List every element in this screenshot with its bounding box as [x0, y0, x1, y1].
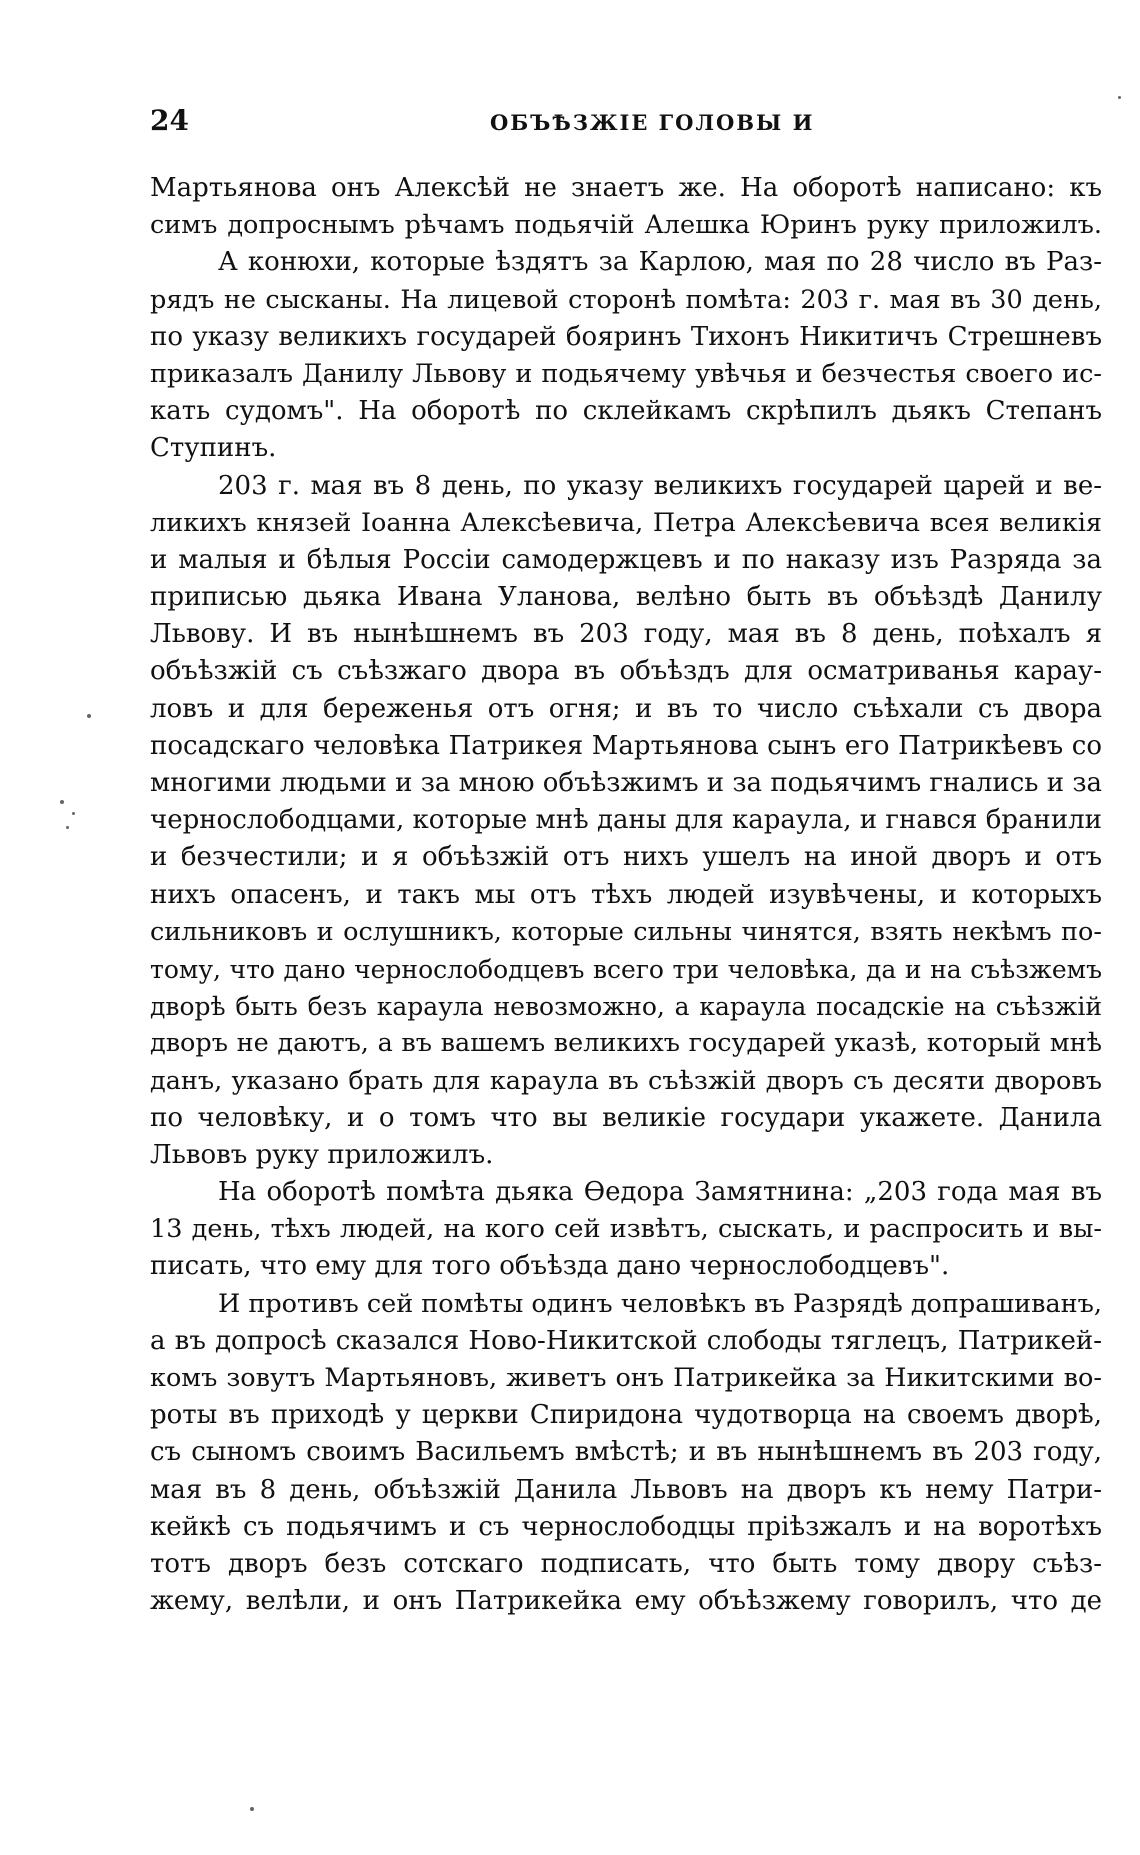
scan-speck	[72, 812, 75, 815]
text-line: А конюхи, которые ѣздятъ за Карлою, мая по 28 число въ Раз-	[218, 247, 1102, 278]
body-text	[150, 170, 1102, 1620]
text-line: по человѣку, и о томъ что вы великіе государи укажете. Данила	[150, 1102, 1102, 1133]
text-line: тотъ дворъ безъ сотскаго подписать, что быть тому двору съѣз-	[150, 1548, 1102, 1579]
text-line: 203 г. мая въ 8 день, по указу великихъ государей царей и ве-	[218, 470, 1102, 501]
text-line: ловъ и для береженья отъ огня; и въ то число съѣхали съ двора	[150, 693, 1102, 724]
text-line: нихъ опасенъ, и такъ мы отъ тѣхъ людей изувѣчены, и которыхъ	[150, 879, 1102, 910]
text-line: Львовъ руку приложилъ.	[150, 1139, 494, 1170]
text-line: чернослободцами, которые мнѣ даны для караула, и гнався бранили	[150, 805, 1102, 836]
text-line: многими людьми и за мною объѣзжимъ и за подьячимъ гнались и за	[150, 768, 1102, 798]
text-line: объѣзжій съ съѣзжаго двора въ объѣздъ для осматриванья карау-	[150, 656, 1102, 687]
text-line: съ сыномъ своимъ Васильемъ вмѣстѣ; и въ нынѣшнемъ въ 203 году,	[150, 1437, 1102, 1468]
text-line: 13 день, тѣхъ людей, на кого сей извѣтъ, сыскать, и распросить и вы-	[150, 1214, 1102, 1245]
text-line: писать, что ему для того объѣзда дано чернослободцевъ".	[150, 1251, 950, 1282]
text-line: жему, велѣли, и онъ Патрикейка ему объѣзжему говорилъ, что де	[150, 1586, 1102, 1617]
text-line: приказалъ Данилу Львову и подьячему увѣчья и безчестья своего ис-	[150, 358, 1102, 389]
text-line: симъ допроснымъ рѣчамъ подьячій Алешка Юринъ руку приложилъ.	[150, 210, 1102, 241]
text-line: кейкѣ съ подьячимъ и съ чернослободцы пріѣзжалъ и на воротѣхъ	[150, 1511, 1102, 1542]
text-line: посадскаго человѣка Патрикея Мартьянова сынъ его Патрикѣевъ со	[150, 730, 1102, 761]
text-line: роты въ приходѣ у церкви Спиридона чудотворца на своемъ дворѣ,	[150, 1400, 1102, 1431]
text-line: и безчестили; и я объѣзжій отъ нихъ ушелъ на иной дворъ и отъ	[150, 842, 1102, 873]
scan-speck	[250, 1807, 254, 1811]
text-line: сильниковъ и ослушникъ, которые сильны чинятся, взять некѣмъ по-	[150, 916, 1102, 947]
text-line: и малыя и бѣлыя Россіи самодержцевъ и по наказу изъ Разряда за	[150, 544, 1102, 575]
text-line: Ступинъ.	[150, 433, 277, 464]
text-line: Мартьянова онъ Алексѣй не знаетъ же. На оборотѣ написано: къ	[150, 173, 1102, 203]
page-header	[150, 104, 1110, 144]
running-title: ОБЪѢЗЖІЕ ГОЛОВЫ И	[490, 110, 815, 135]
text-line: комъ зовутъ Мартьяновъ, живетъ онъ Патрикейка за Никитскими во-	[150, 1363, 1102, 1393]
scan-speck	[1118, 96, 1121, 99]
text-line: кать судомъ". На оборотѣ по склейкамъ скрѣпилъ дьякъ Степанъ	[150, 396, 1102, 427]
text-line: дворѣ быть безъ караула невозможно, а караула посадскіе на съѣзжій	[150, 992, 1102, 1022]
scan-speck	[87, 714, 91, 718]
text-line: мая въ 8 день, объѣзжій Данила Львовъ на дворъ къ нему Патри-	[150, 1474, 1102, 1505]
text-line: ликихъ князей Іоанна Алексѣевича, Петра Алексѣевича всея великія	[150, 507, 1102, 538]
text-line: И противъ сей помѣты одинъ человѣкъ въ Разрядѣ допрашиванъ,	[218, 1288, 1102, 1319]
text-line: тому, что дано чернослободцевъ всего три человѣка, да и на съѣзжемъ	[150, 954, 1102, 984]
text-line: данъ, указано брать для караула въ съѣзжій дворъ съ десяти дворовъ	[150, 1065, 1102, 1096]
text-line: рядъ не сысканы. На лицевой сторонѣ помѣта: 203 г. мая въ 30 день,	[150, 284, 1102, 315]
text-line: приписью дьяка Ивана Уланова, велѣно быть въ объѣздѣ Данилу	[150, 582, 1102, 613]
scan-speck	[66, 826, 69, 829]
text-line: по указу великихъ государей бояринъ Тихонъ Никитичъ Стрешневъ	[150, 321, 1102, 352]
text-line: На оборотѣ помѣта дьяка Ѳедора Замятнина: „203 года мая въ	[218, 1177, 1102, 1208]
text-line: а въ допросѣ сказался Ново-Никитской слободы тяглецъ, Патрикей-	[150, 1325, 1102, 1356]
text-line: Львову. И въ нынѣшнемъ въ 203 году, мая въ 8 день, поѣхалъ я	[150, 619, 1102, 650]
text-line: дворъ не даютъ, а въ вашемъ великихъ государей указѣ, который мнѣ	[150, 1028, 1102, 1059]
scan-speck	[60, 800, 64, 804]
page-number: 24	[150, 104, 189, 137]
